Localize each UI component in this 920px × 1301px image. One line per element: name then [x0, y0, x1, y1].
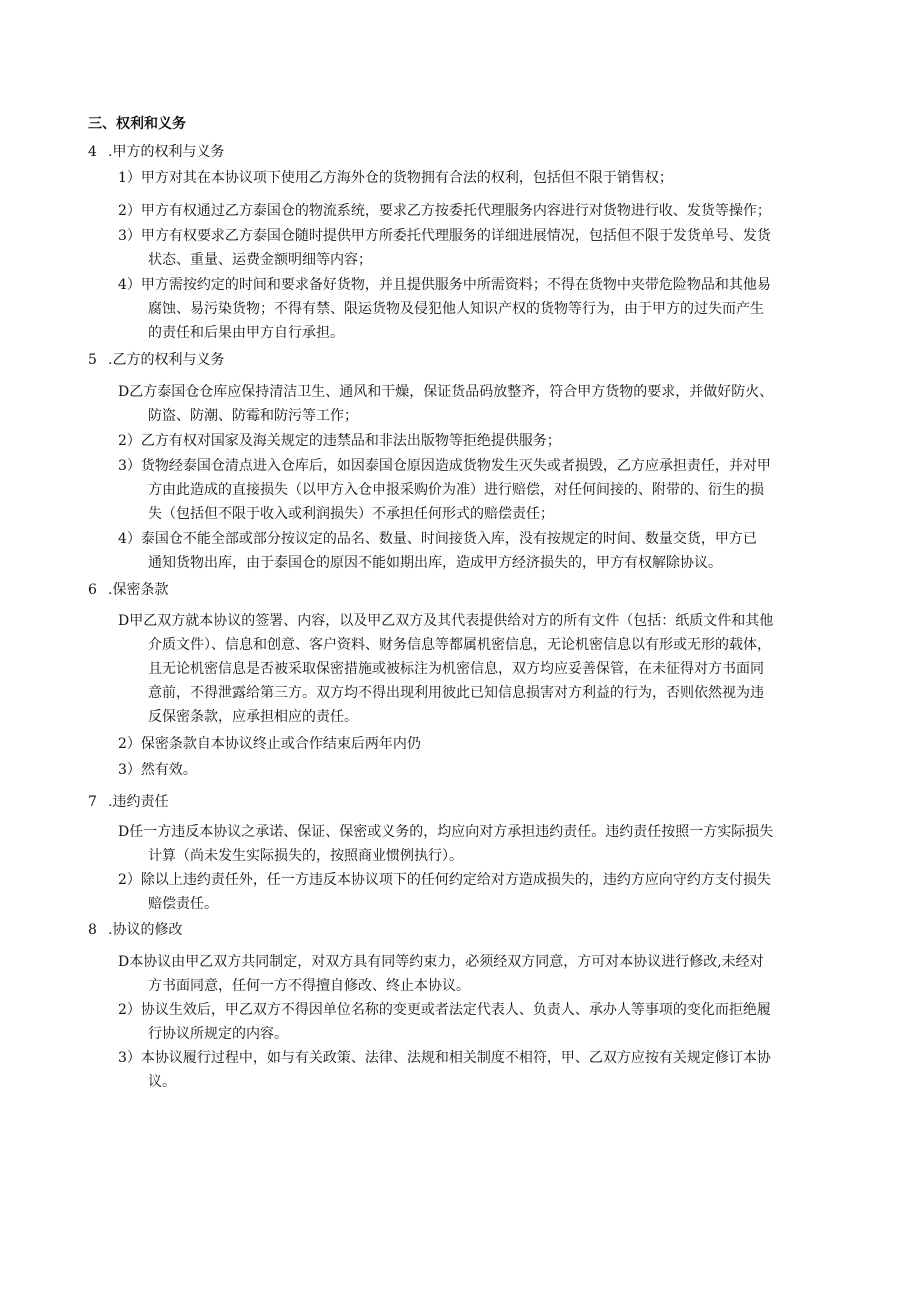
clause-5-item-1: D乙方泰国仓仓库应保持清洁卫生、通风和干燥，保证货品码放整齐，符合甲方货物的要求，并做好防火、 防盗、防潮、防霉和防污等工作； [118, 384, 774, 424]
section-heading: 三、权利和义务 [88, 116, 186, 132]
clause-4-title: 4 .甲方的权利与义务 [88, 144, 225, 160]
clause-8-item-3: 3）本协议履行过程中，如与有关政策、法律、法规和相关制度不相符，甲、乙双方应按有关规定修订本协 议。 [118, 1050, 771, 1090]
clause-5-title: 5 .乙方的权利与义务 [88, 352, 225, 368]
clause-7-title: 7 .违约责任 [88, 794, 169, 810]
clause-4-item-1: 1）甲方对其在本协议项下使用乙方海外仓的货物拥有合法的权利，包括但不限于销售权； [118, 170, 673, 186]
clause-4-item-4: 4）甲方需按约定的时间和要求备好货物，并且提供服务中所需资料；不得在货物中夹带危险物品和其他易 腐蚀、易污染货物；不得有禁、限运货物及侵犯他人知识产权的货物等行为，由于甲方的过失而产生 的责任和后果由甲方自行承担。 [118, 277, 771, 341]
clause-8-title: 8 .协议的修改 [88, 922, 183, 938]
clause-5-item-2: 2）乙方有权对国家及海关规定的违禁品和非法出版物等拒绝提供服务； [118, 433, 561, 449]
clause-4-item-2: 2）甲方有权通过乙方泰国仓的物流系统，要求乙方按委托代理服务内容进行对货物进行收、发货等操作； [118, 203, 771, 219]
clause-6-title: 6 .保密条款 [88, 582, 169, 598]
clause-6-item-2: 2）保密条款自本协议终止或合作结束后两年内仍 [118, 736, 421, 752]
clause-7-item-2: 2）除以上违约责任外，任一方违反本协议项下的任何约定给对方造成损失的，违约方应向守约方支付损失 赔偿责任。 [118, 872, 771, 912]
clause-7-item-1: D任一方违反本协议之承诺、保证、保密或义务的，均应向对方承担违约责任。违约责任按照一方实际损失 计算（尚未发生实际损失的，按照商业惯例执行）。 [118, 824, 774, 864]
clause-5-item-3: 3）货物经泰国仓清点进入仓库后，如因泰国仓原因造成货物发生灭失或者损毁，乙方应承担责任，并对甲 方由此造成的直接损失（以甲方入仓申报采购价为准）进行赔偿，对任何间接的、附带的、衍生的损 失（包括但不限于收入或利润损失）不承担任何形式的赔偿责任； [118, 458, 771, 522]
clause-6-item-3: 3）然有效。 [118, 762, 197, 778]
clause-6-item-1: D甲乙双方就本协议的签署、内容，以及甲乙双方及其代表提供给对方的所有文件（包括：纸质文件和其他 介质文件）、信息和创意、客户资料、财务信息等都属机密信息，无论机密信息以有形或无形的载体， 且无论机密信息是否被采取保密措施或被标注为机密信息，双方均应妥善保管，在未征得对方书面同 意前，不得泄露给第三方。双方均不得出现利用彼此已知信息损害对方利益的行为，否则依然视为违 反保密条款，应承担相应的责任。 [118, 613, 774, 725]
clause-5-item-4: 4）泰国仓不能全部或部分按议定的品名、数量、时间接货入库，没有按规定的时间、数量交货，甲方已 通知货物出库，由于泰国仓的原因不能如期出库，造成甲方经济损失的，甲方有权解除协议。 [118, 531, 757, 571]
clause-8-item-2: 2）协议生效后，甲乙双方不得因单位名称的变更或者法定代表人、负责人、承办人等事项的变化而拒绝履 行协议所规定的内容。 [118, 1002, 771, 1042]
clause-4-item-3: 3）甲方有权要求乙方泰国仓随时提供甲方所委托代理服务的详细进展情况，包括但不限于发货单号、发货 状态、重量、运费金额明细等内容； [118, 228, 771, 268]
clause-8-item-1: D本协议由甲乙双方共同制定，对双方具有同等约束力，必须经双方同意，方可对本协议进行修改,未经对 方书面同意，任何一方不得擅自修改、终止本协议。 [118, 954, 764, 994]
